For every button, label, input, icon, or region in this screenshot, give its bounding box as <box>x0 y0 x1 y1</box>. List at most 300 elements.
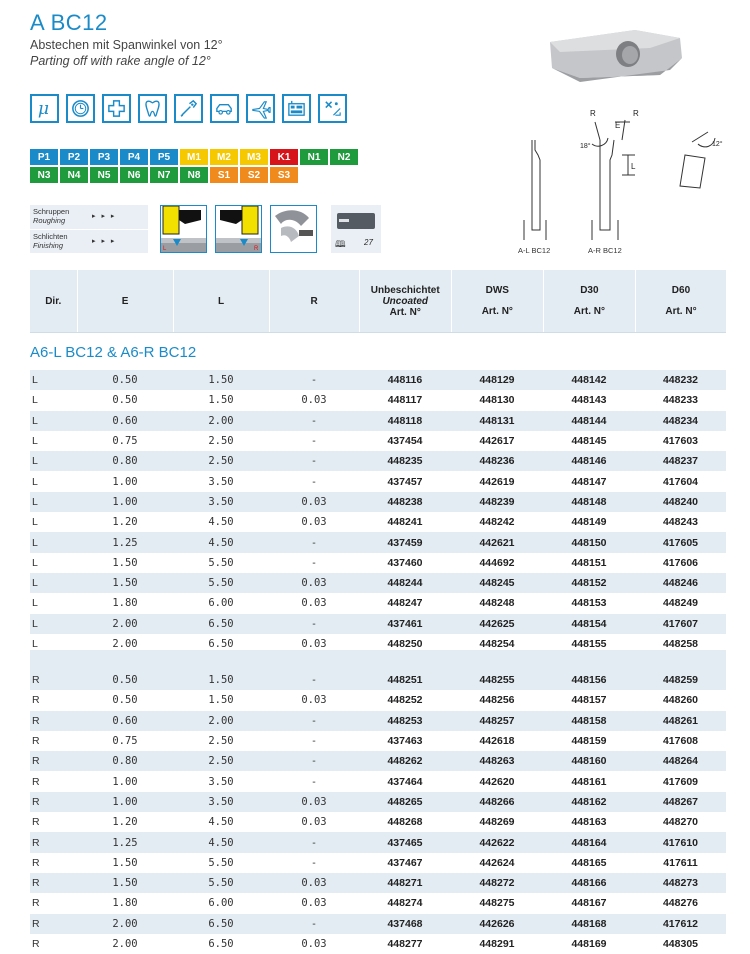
cell-e: 0.80 <box>112 455 138 468</box>
grade-chip: N3 <box>30 167 58 183</box>
cell-dws: 442624 <box>479 856 515 869</box>
finishing-label-de: Schlichten <box>33 232 68 241</box>
cell-d30: 448148 <box>571 495 607 508</box>
dim-l: L <box>631 162 636 171</box>
roughing-label-de: Schruppen <box>33 207 70 216</box>
cell-uncoated: 437468 <box>387 917 423 930</box>
table-row <box>30 553 726 573</box>
cell-d30: 448145 <box>571 435 607 448</box>
cell-dws: 442620 <box>479 775 515 788</box>
cell-uncoated: 437459 <box>387 536 423 549</box>
cell-r: 0.03 <box>301 694 327 707</box>
cell-l: 2.50 <box>208 755 234 768</box>
cell-r: 0.03 <box>301 795 327 808</box>
table-row <box>30 853 726 873</box>
cell-d30: 448161 <box>571 775 607 788</box>
cell-e: 2.00 <box>112 617 138 630</box>
cell-uncoated: 437463 <box>387 735 423 748</box>
cell-uncoated: 437454 <box>387 435 423 448</box>
cell-dws: 442626 <box>479 917 515 930</box>
cell-e: 1.00 <box>112 775 138 788</box>
cell-dir: R <box>32 755 40 768</box>
cell-r: 0.03 <box>301 495 327 508</box>
catalog-reference[interactable] <box>331 205 381 253</box>
grade-chip: M1 <box>180 149 208 165</box>
cell-r: - <box>312 775 316 788</box>
cell-dws: 442618 <box>479 735 515 748</box>
cell-l: 4.50 <box>208 516 234 529</box>
material-grades <box>30 149 351 185</box>
cell-uncoated: 448262 <box>387 755 423 768</box>
cell-e: 1.25 <box>112 836 138 849</box>
grade-chip: P3 <box>90 149 118 165</box>
cell-d60: 448267 <box>662 795 699 808</box>
header-uncoated: Unbeschichtet Uncoated Art. N° <box>360 270 452 332</box>
cell-d30: 448143 <box>571 394 607 407</box>
cell-e: 1.00 <box>112 495 138 508</box>
cell-d60: 417608 <box>662 735 699 748</box>
cell-d60: 417607 <box>662 617 699 630</box>
grade-chip: S1 <box>210 167 238 183</box>
cell-uncoated: 437467 <box>387 856 423 869</box>
cell-uncoated: 448235 <box>387 455 423 468</box>
cell-dws: 448266 <box>479 795 515 808</box>
cell-dir: L <box>32 536 38 549</box>
cell-e: 1.00 <box>112 795 138 808</box>
cell-e: 2.00 <box>112 638 138 650</box>
grade-chip: M2 <box>210 149 238 165</box>
cell-e: 1.50 <box>112 577 138 590</box>
cell-dir: L <box>32 577 38 590</box>
subtitle-english: Parting off with rake angle of 12° <box>30 54 211 68</box>
cell-dir: L <box>32 556 38 569</box>
cell-uncoated: 448251 <box>387 674 423 687</box>
cell-d30: 448144 <box>571 414 607 427</box>
cell-dws: 448239 <box>479 495 515 508</box>
medical-cross-icon <box>102 94 131 123</box>
cell-d60: 417604 <box>662 475 699 488</box>
cell-r: 0.03 <box>301 577 327 590</box>
cell-d60: 417612 <box>662 917 699 930</box>
cell-r: - <box>312 536 316 549</box>
cell-r: - <box>312 455 316 468</box>
grade-chip: N6 <box>120 167 148 183</box>
cell-d60: 448276 <box>662 897 699 910</box>
grade-chip: S3 <box>270 167 298 183</box>
angle-12: 12° <box>712 141 723 148</box>
cell-r: - <box>312 836 316 849</box>
cell-dir: L <box>32 617 38 630</box>
section-title: A6-L BC12 & A6-R BC12 <box>30 344 197 361</box>
table-row <box>30 690 726 710</box>
cell-d60: 448264 <box>662 755 699 768</box>
tool-icon <box>174 94 203 123</box>
cell-d60: 417605 <box>662 536 699 549</box>
cell-r: - <box>312 374 316 387</box>
cell-uncoated: 448271 <box>387 877 423 890</box>
cell-e: 0.50 <box>112 374 138 387</box>
cell-uncoated: 448252 <box>387 694 423 707</box>
cell-d60: 417611 <box>663 856 698 869</box>
cell-l: 1.50 <box>208 694 234 707</box>
svg-text:R: R <box>254 246 259 252</box>
micro-icon <box>318 94 347 123</box>
roughing-label-en: Roughing <box>33 216 66 225</box>
subtitle-german: Abstechen mit Spanwinkel von 12° <box>30 38 223 52</box>
cell-d60: 448259 <box>662 674 699 687</box>
cell-dws: 448130 <box>479 394 515 407</box>
airplane-icon <box>246 94 275 123</box>
cell-r: - <box>312 475 316 488</box>
cell-d30: 448155 <box>571 638 607 650</box>
cell-d30: 448163 <box>571 816 607 829</box>
mu-icon <box>30 94 59 123</box>
svg-text:🕮: 🕮 <box>335 239 346 249</box>
table-row <box>30 431 726 451</box>
cell-l: 4.50 <box>208 816 234 829</box>
cell-d60: 448237 <box>662 455 699 468</box>
cell-r: - <box>312 435 316 448</box>
parting-left-process-icon <box>160 205 207 253</box>
cell-dir: R <box>32 836 40 849</box>
cell-r: 0.03 <box>301 597 327 610</box>
cell-l: 4.50 <box>208 536 234 549</box>
cell-dws: 448131 <box>479 414 515 427</box>
cell-dws: 448257 <box>479 714 515 727</box>
cell-dir: R <box>32 735 40 748</box>
grade-chip: N8 <box>180 167 208 183</box>
cell-e: 2.00 <box>112 917 138 930</box>
cell-d30: 448165 <box>571 856 607 869</box>
cell-dir: L <box>32 394 38 407</box>
cell-l: 3.50 <box>208 495 234 508</box>
cell-uncoated: 448116 <box>387 374 423 387</box>
cell-d30: 448167 <box>571 897 607 910</box>
table-row <box>30 573 726 593</box>
finishing-row <box>30 229 148 253</box>
process-images <box>160 205 317 253</box>
cell-d60: 448260 <box>662 694 699 707</box>
table-row <box>30 711 726 731</box>
header-r: R <box>270 270 360 332</box>
cell-r: - <box>312 674 316 687</box>
cell-d60: 417610 <box>662 836 699 849</box>
cell-d30: 448169 <box>571 938 607 950</box>
table-row <box>30 512 726 532</box>
header-e: E <box>78 270 174 332</box>
cell-d60: 448258 <box>662 638 699 650</box>
cell-dir: R <box>32 877 40 890</box>
cell-dws: 442625 <box>479 617 515 630</box>
label-a-r: A-R BC12 <box>588 246 622 255</box>
cell-dir: L <box>32 374 38 387</box>
cell-d60: 448270 <box>662 816 699 829</box>
cell-d30: 448158 <box>571 714 607 727</box>
cell-uncoated: 448253 <box>387 714 423 727</box>
cell-uncoated: 437457 <box>387 475 423 488</box>
cell-uncoated: 448238 <box>387 495 423 508</box>
cell-uncoated: 448250 <box>387 638 423 650</box>
label-a-l: A-L BC12 <box>518 246 551 255</box>
cell-e: 1.25 <box>112 536 138 549</box>
table-row <box>30 792 726 812</box>
cell-d30: 448168 <box>571 917 607 930</box>
cell-d60: 448233 <box>662 394 699 407</box>
cell-l: 2.00 <box>208 414 234 427</box>
cell-uncoated: 437464 <box>387 775 423 788</box>
cell-dws: 448245 <box>479 577 515 590</box>
cell-e: 1.80 <box>112 897 138 910</box>
cell-l: 2.50 <box>208 455 234 468</box>
cell-l: 6.50 <box>208 617 234 630</box>
cell-d60: 417606 <box>662 556 699 569</box>
cell-r: - <box>312 917 316 930</box>
cell-d30: 448157 <box>571 694 607 707</box>
cell-l: 3.50 <box>208 475 234 488</box>
table-row <box>30 812 726 832</box>
cell-l: 6.00 <box>208 897 234 910</box>
cell-dws: 448275 <box>479 897 515 910</box>
cell-dws: 442617 <box>479 435 515 448</box>
table-row <box>30 492 726 512</box>
cell-r: 0.03 <box>301 816 327 829</box>
cell-e: 1.50 <box>112 856 138 869</box>
cell-dws: 448272 <box>479 877 515 890</box>
cell-dws: 448236 <box>479 455 515 468</box>
cell-e: 1.50 <box>112 556 138 569</box>
cell-l: 3.50 <box>208 795 234 808</box>
parting-right-process-icon <box>215 205 262 253</box>
cell-l: 6.00 <box>208 597 234 610</box>
cell-r: 0.03 <box>301 938 327 950</box>
cell-e: 0.75 <box>112 735 138 748</box>
cell-dir: R <box>32 775 40 788</box>
cell-dir: L <box>32 638 38 650</box>
table-row <box>30 390 726 410</box>
roughing-row <box>30 205 148 229</box>
cell-e: 1.20 <box>112 516 138 529</box>
cell-l: 1.50 <box>208 674 234 687</box>
cell-dir: R <box>32 714 40 727</box>
cell-e: 0.50 <box>112 694 138 707</box>
table-row <box>30 832 726 852</box>
table-row <box>30 614 726 634</box>
cell-d60: 448232 <box>662 374 699 387</box>
cell-dws: 442622 <box>479 836 515 849</box>
cell-uncoated: 448268 <box>387 816 423 829</box>
cell-uncoated: 448244 <box>387 577 423 590</box>
grade-chip: M3 <box>240 149 268 165</box>
cell-d60: 448249 <box>662 597 699 610</box>
cell-uncoated: 448118 <box>387 414 423 427</box>
catalog-page-number: 27 <box>364 238 373 247</box>
cell-r: - <box>312 556 316 569</box>
cell-e: 0.60 <box>112 414 138 427</box>
cell-r: 0.03 <box>301 516 327 529</box>
cell-l: 3.50 <box>208 775 234 788</box>
cell-l: 6.50 <box>208 638 234 650</box>
cell-d30: 448160 <box>571 755 607 768</box>
cell-l: 5.50 <box>208 856 234 869</box>
application-icons <box>30 94 347 123</box>
cell-d60: 448234 <box>662 414 699 427</box>
table-row <box>30 670 726 690</box>
cell-l: 4.50 <box>208 836 234 849</box>
table-row <box>30 593 726 613</box>
cell-e: 1.50 <box>112 877 138 890</box>
tooth-icon <box>138 94 167 123</box>
cell-dir: L <box>32 516 38 529</box>
table-row <box>30 451 726 471</box>
cell-r: 0.03 <box>301 897 327 910</box>
cell-dws: 448129 <box>479 374 515 387</box>
cell-d30: 448152 <box>571 577 607 590</box>
cell-d60: 448305 <box>662 938 699 950</box>
cell-uncoated: 437465 <box>387 836 423 849</box>
cell-l: 1.50 <box>208 374 234 387</box>
cell-r: 0.03 <box>301 877 327 890</box>
table-row <box>30 370 726 390</box>
cell-dir: L <box>32 475 38 488</box>
cell-d60: 448246 <box>662 577 699 590</box>
dim-r-left: R <box>590 109 596 118</box>
cell-dir: L <box>32 414 38 427</box>
cell-d30: 448149 <box>571 516 607 529</box>
table-body-right <box>30 670 726 954</box>
cell-uncoated: 437461 <box>387 617 423 630</box>
cell-dws: 444692 <box>479 556 515 569</box>
chip-form-icon <box>270 205 317 253</box>
cell-d60: 417609 <box>662 775 699 788</box>
cell-dws: 448269 <box>479 816 515 829</box>
cell-uncoated: 437460 <box>387 556 423 569</box>
cell-r: - <box>312 856 316 869</box>
cell-dir: R <box>32 897 40 910</box>
cell-uncoated: 448274 <box>387 897 423 910</box>
table-body-left <box>30 370 726 654</box>
cell-l: 2.50 <box>208 735 234 748</box>
watch-icon <box>66 94 95 123</box>
header-dir: Dir. <box>30 270 78 332</box>
finishing-label-en: Finishing <box>33 241 64 250</box>
dim-e: E <box>615 121 621 130</box>
cell-d30: 448150 <box>571 536 607 549</box>
cell-r: 0.03 <box>301 394 327 407</box>
cell-l: 1.50 <box>208 394 234 407</box>
cell-dws: 448242 <box>479 516 515 529</box>
cell-dir: R <box>32 674 40 687</box>
grade-chip: N4 <box>60 167 88 183</box>
cell-l: 5.50 <box>208 877 234 890</box>
cell-dir: R <box>32 795 40 808</box>
grade-chip: P2 <box>60 149 88 165</box>
cell-d60: 448240 <box>662 495 699 508</box>
table-row <box>30 934 726 954</box>
svg-text:L: L <box>163 246 167 252</box>
cell-dws: 448248 <box>479 597 515 610</box>
cell-e: 0.50 <box>112 674 138 687</box>
roughing-rating: ▸ ▸ ▸ <box>92 213 117 220</box>
cell-d30: 448147 <box>571 475 607 488</box>
cell-dws: 442619 <box>479 475 515 488</box>
cell-dir: L <box>32 455 38 468</box>
table-row <box>30 914 726 934</box>
grade-chip: N1 <box>300 149 328 165</box>
cell-e: 0.50 <box>112 394 138 407</box>
finishing-rating: ▸ ▸ ▸ <box>92 238 117 245</box>
cell-e: 1.00 <box>112 475 138 488</box>
cell-d60: 448243 <box>662 516 699 529</box>
table-row <box>30 771 726 791</box>
cell-e: 1.80 <box>112 597 138 610</box>
cell-uncoated: 448277 <box>387 938 423 950</box>
header-d30: D30 Art. N° <box>544 270 636 332</box>
cell-dir: R <box>32 856 40 869</box>
grade-chip: P5 <box>150 149 178 165</box>
cell-dir: R <box>32 816 40 829</box>
cell-d30: 448154 <box>571 617 607 630</box>
cell-d30: 448153 <box>571 597 607 610</box>
grade-chip: N2 <box>330 149 358 165</box>
cell-d30: 448146 <box>571 455 607 468</box>
cell-d60: 417603 <box>662 435 699 448</box>
cell-dir: L <box>32 495 38 508</box>
table-row <box>30 873 726 893</box>
cell-d60: 448273 <box>662 877 699 890</box>
cell-dws: 448291 <box>479 938 515 950</box>
cell-e: 1.20 <box>112 816 138 829</box>
cell-l: 6.50 <box>208 938 234 950</box>
insert-product-image <box>540 20 690 90</box>
angle-18: 18° <box>580 143 591 150</box>
cell-r: - <box>312 735 316 748</box>
grade-chip: K1 <box>270 149 298 165</box>
cell-dws: 448254 <box>479 638 515 650</box>
cell-d30: 448151 <box>571 556 607 569</box>
cell-e: 0.75 <box>112 435 138 448</box>
cell-dir: R <box>32 938 40 950</box>
technical-drawing <box>500 100 735 260</box>
cell-d30: 448162 <box>571 795 607 808</box>
cell-dws: 448255 <box>479 674 515 687</box>
header-l: L <box>174 270 270 332</box>
cell-uncoated: 448117 <box>387 394 423 407</box>
cell-dws: 442621 <box>479 536 515 549</box>
cell-d30: 448166 <box>571 877 607 890</box>
cell-d30: 448156 <box>571 674 607 687</box>
cell-r: - <box>312 617 316 630</box>
article-table-header <box>30 270 726 333</box>
cell-e: 2.00 <box>112 938 138 950</box>
table-row <box>30 893 726 913</box>
cell-dws: 448256 <box>479 694 515 707</box>
dim-r-right: R <box>633 109 639 118</box>
svg-text:μ: μ <box>37 99 49 119</box>
machining-suitability-box <box>30 205 148 253</box>
cell-r: 0.03 <box>301 638 327 650</box>
cell-l: 2.00 <box>208 714 234 727</box>
cell-l: 5.50 <box>208 556 234 569</box>
cell-uncoated: 448241 <box>387 516 423 529</box>
cell-e: 0.80 <box>112 755 138 768</box>
cell-e: 0.60 <box>112 714 138 727</box>
grade-chip: N7 <box>150 167 178 183</box>
cell-l: 2.50 <box>208 435 234 448</box>
cell-dir: L <box>32 597 38 610</box>
table-row <box>30 411 726 431</box>
header-dws: DWS Art. N° <box>452 270 544 332</box>
cell-uncoated: 448247 <box>387 597 423 610</box>
